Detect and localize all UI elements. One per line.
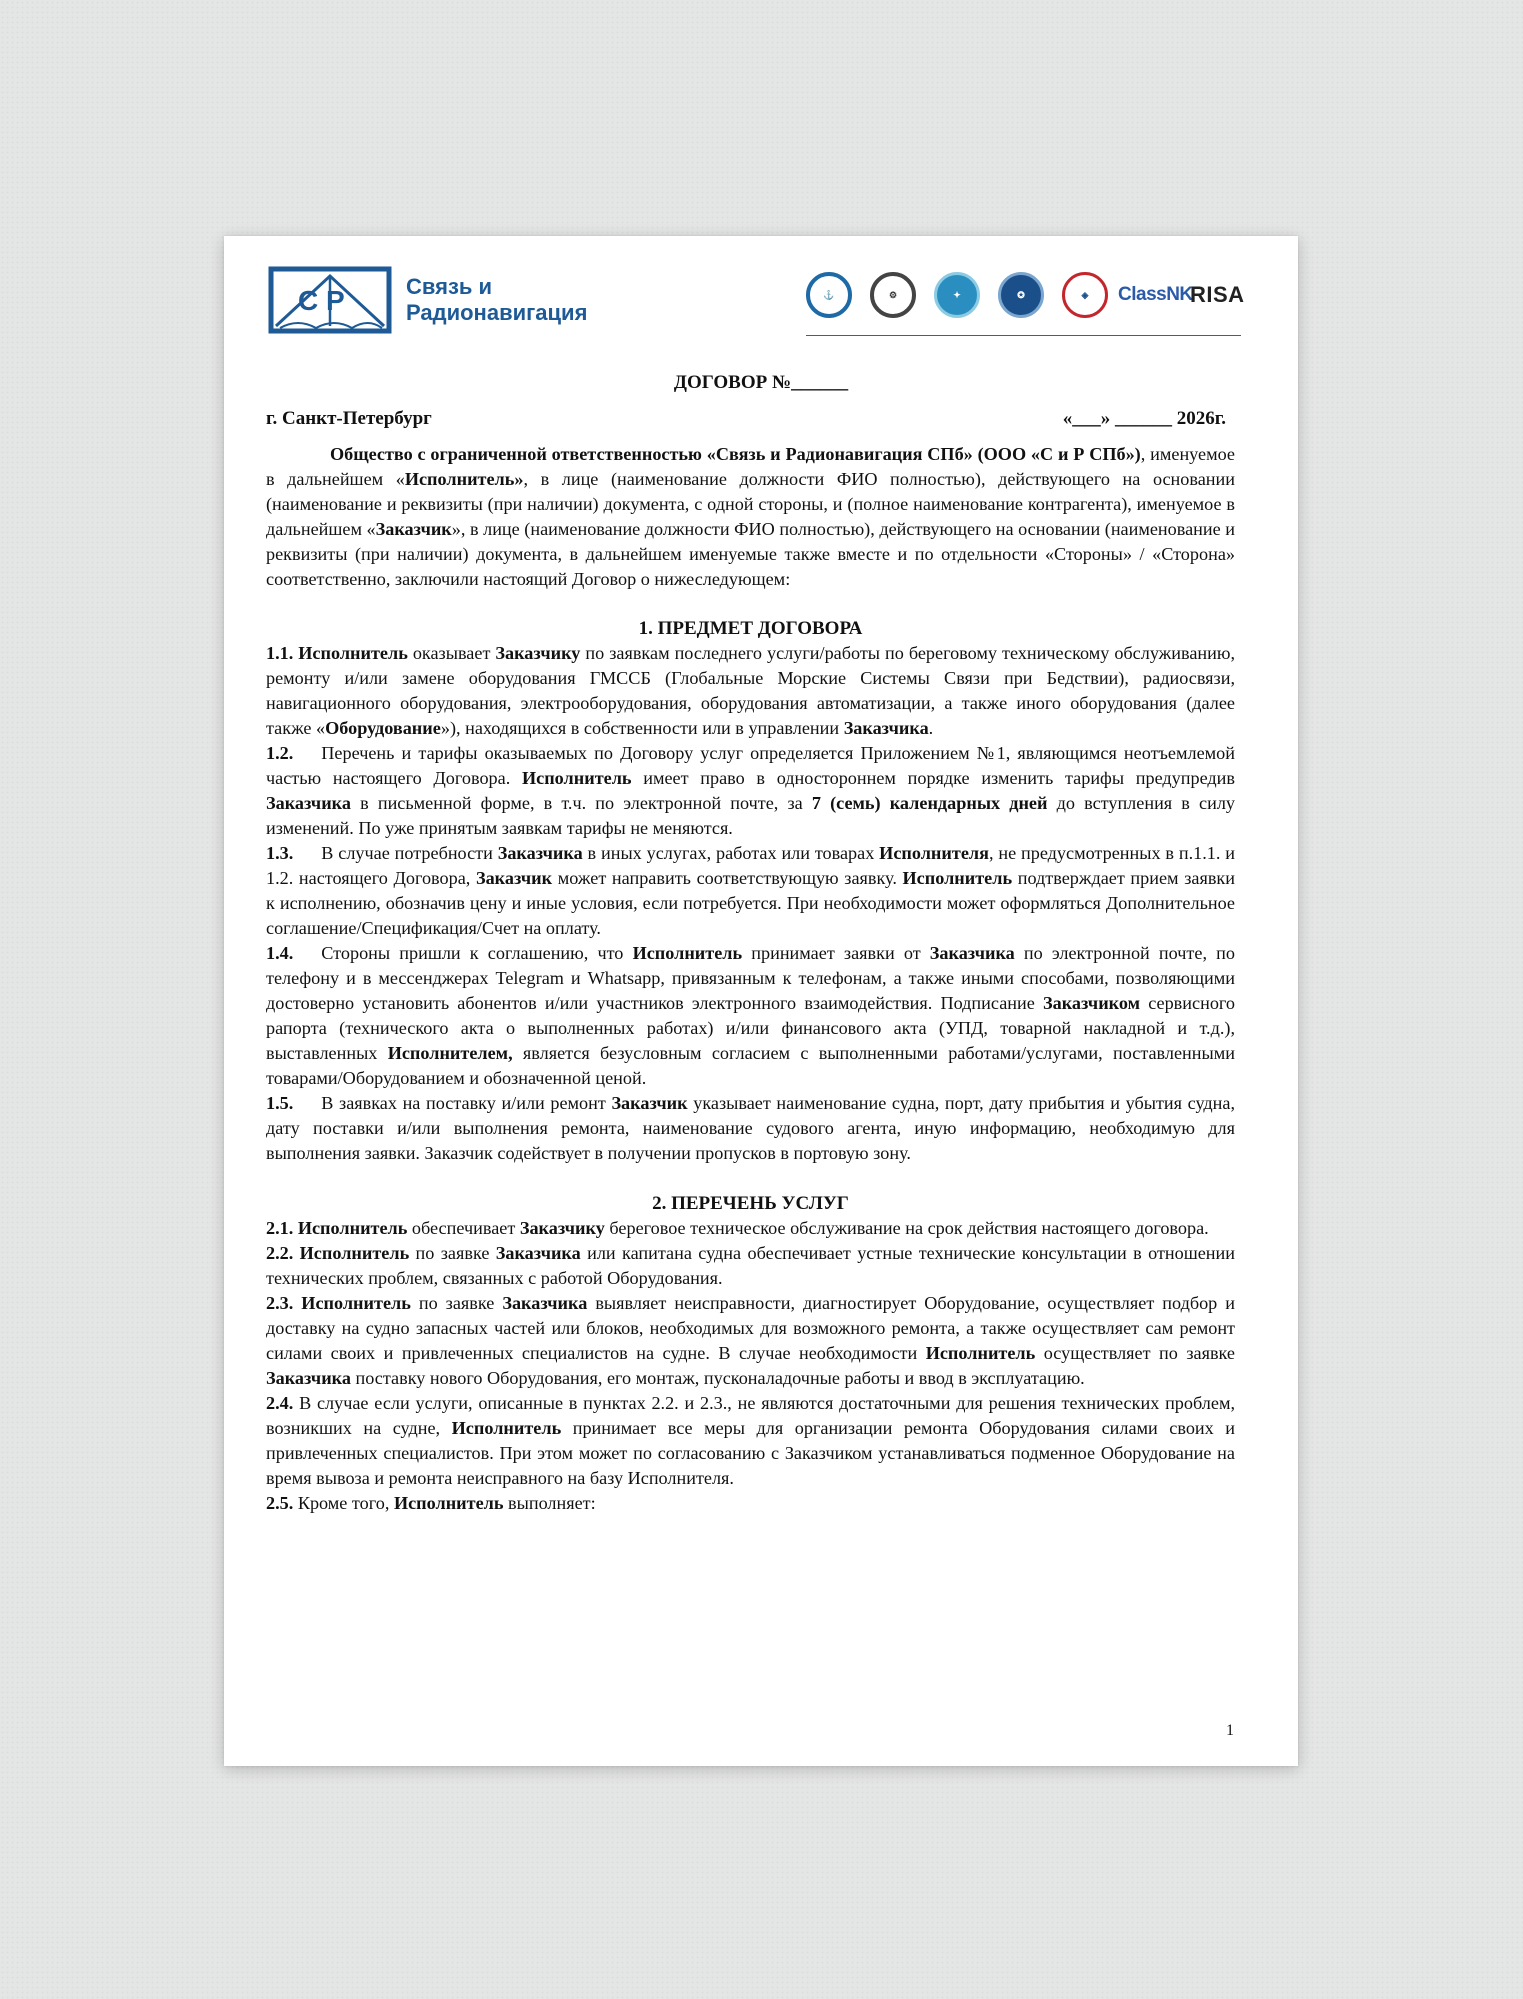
contract-body <box>266 442 1235 1516</box>
risa-logo: RISA <box>1190 282 1245 307</box>
logo-line-1: Связь и <box>406 274 493 299</box>
clause-1-2: 1.2. Перечень и тарифы оказываемых по Договору услуг определяется Приложением №1, являющимся неотъемлемой частью настоящего Договора. Исполнитель имеет право в одностороннем порядке изменить тарифы предупредив Заказчика в письменной форме, в т.ч. по электронной почте, за 7 (семь) календарных дней до вступления в силу изменений. По уже принятым заявкам тарифы не меняются. <box>266 743 1235 838</box>
section-1-heading: 1. ПРЕДМЕТ ДОГОВОРА <box>638 618 863 639</box>
contract-city: г. Санкт-Петербург <box>266 408 432 429</box>
cert-badge-4-icon: ✪ <box>998 272 1044 318</box>
logo-letters: C P <box>298 285 345 316</box>
document-page <box>224 236 1298 1766</box>
cert-badge-1-icon: ⚓ <box>806 272 852 318</box>
section-2-heading: 2. ПЕРЕЧЕНЬ УСЛУГ <box>652 1193 849 1214</box>
clause-1-4: 1.4. Стороны пришли к соглашению, что Исполнитель принимает заявки от Заказчика по электронной почте, по телефону и в мессенджерах Telegram и Whatsapp, привязанным к телефонам, а также иными способами, позволяющими достоверно установить абонентов и/или участников электронного взаимодействия. Подписание Заказчиком сервисного рапорта (технического акта о выполненных работах) и/или финансового акта (УПД, товарной накладной и т.д.), выставленных Исполнителем, является безусловным согласием с выполненными работами/услугами, поставленными товарами/Оборудованием и обозначенной ценой. <box>266 943 1236 1088</box>
cert-badge-5-icon: ◈ <box>1062 272 1108 318</box>
clause-2-1: 2.1. Исполнитель обеспечивает Заказчику береговое техническое обслуживание на срок действия настоящего договора. <box>266 1218 1209 1238</box>
certification-logos <box>806 272 1245 336</box>
clause-1-5: 1.5. В заявках на поставку и/или ремонт Заказчик указывает наименование судна, порт, дату прибытия и убытия судна, дату поставки и/или выполнения ремонта, наименование судового агента, иную информацию, необходимую для выполнения заявки. Заказчик содействует в получении пропусков в портовую зону. <box>266 1093 1235 1163</box>
classnk-logo: ClassNK <box>1118 284 1193 305</box>
contract-date: «___» ______ 2026г. <box>1062 408 1226 429</box>
page-number: 1 <box>1226 1722 1234 1739</box>
clause-2-2: 2.2. Исполнитель по заявке Заказчика или капитана судна обеспечивает устные технические консультации в отношении технических проблем, связанных с работой Оборудования. <box>266 1243 1235 1288</box>
clause-1-3: 1.3. В случае потребности Заказчика в иных услугах, работах или товарах Исполнителя, не предусмотренных в п.1.1. и 1.2. настоящего Договора, Заказчик может направить соответствующую заявку. Исполнитель подтверждает прием заявки к исполнению, обозначив цену и иные условия, если потребуется. При необходимости может оформляться Дополнительное соглашение/Спецификация/Счет на оплату. <box>266 843 1235 938</box>
clause-2-4: 2.4. В случае если услуги, описанные в пунктах 2.2. и 2.3., не являются достаточными для решения технических проблем, возникших на судне, Исполнитель принимает все меры для организации ремонта Оборудования силами своих и привлеченных специалистов. При этом может по согласованию с Заказчиком устанавливаться подменное Оборудование на время вывоза и ремонта неисправного на базу Исполнителя. <box>266 1393 1235 1488</box>
logo-line-2: Радионавигация <box>406 300 588 325</box>
clause-1-1: 1.1. Исполнитель оказывает Заказчику по заявкам последнего услуги/работы по береговому техническому обслуживанию, ремонту и/или замене оборудования ГМССБ (Глобальные Морские Системы Связи при Бедствии), радиосвязи, навигационного оборудования, электрооборудования, оборудования автоматизации, а также иного оборудования (далее также «Оборудование»), находящихся в собственности или в управлении Заказчика. <box>266 643 1236 738</box>
clause-2-3: 2.3. Исполнитель по заявке Заказчика выявляет неисправности, диагностирует Оборудование, осуществляет подбор и доставку на судно запасных частей или блоков, необходимых для возможного ремонта, а также осуществляет сам ремонт силами своих и привлеченных специалистов на судне. В случае необходимости Исполнитель осуществляет по заявке Заказчика поставку нового Оборудования, его монтаж, пусконаладочные работы и ввод в эксплуатацию. <box>266 1293 1236 1388</box>
header-divider <box>806 335 1241 336</box>
company-logo <box>268 266 628 340</box>
logo-mark-icon <box>268 266 392 334</box>
cert-badge-2-icon: ⚙ <box>870 272 916 318</box>
intro-paragraph: Общество с ограниченной ответственностью «Связь и Радионавигация СПб» (ООО «С и Р СПб»), именуемое в дальнейшем «Исполнитель», в лице (наименование должности ФИО полностью), действующего на основании (наименование и реквизиты (при наличии) документа, с одной стороны, и (полное наименование контрагента), именуемое в дальнейшем «Заказчик», в лице (наименование должности ФИО полностью), действующего на основании (наименование и реквизиты (при наличии) документа, в дальнейшем именуемые также вместе и по отдельности «Стороны» / «Сторона» соответственно, заключили настоящий Договор о нижеследующем: <box>266 444 1236 589</box>
clause-2-5: 2.5. Кроме того, Исполнитель выполняет: <box>266 1493 596 1513</box>
contract-title: ДОГОВОР №______ <box>673 372 849 393</box>
cert-badge-3-icon: ✦ <box>934 272 980 318</box>
